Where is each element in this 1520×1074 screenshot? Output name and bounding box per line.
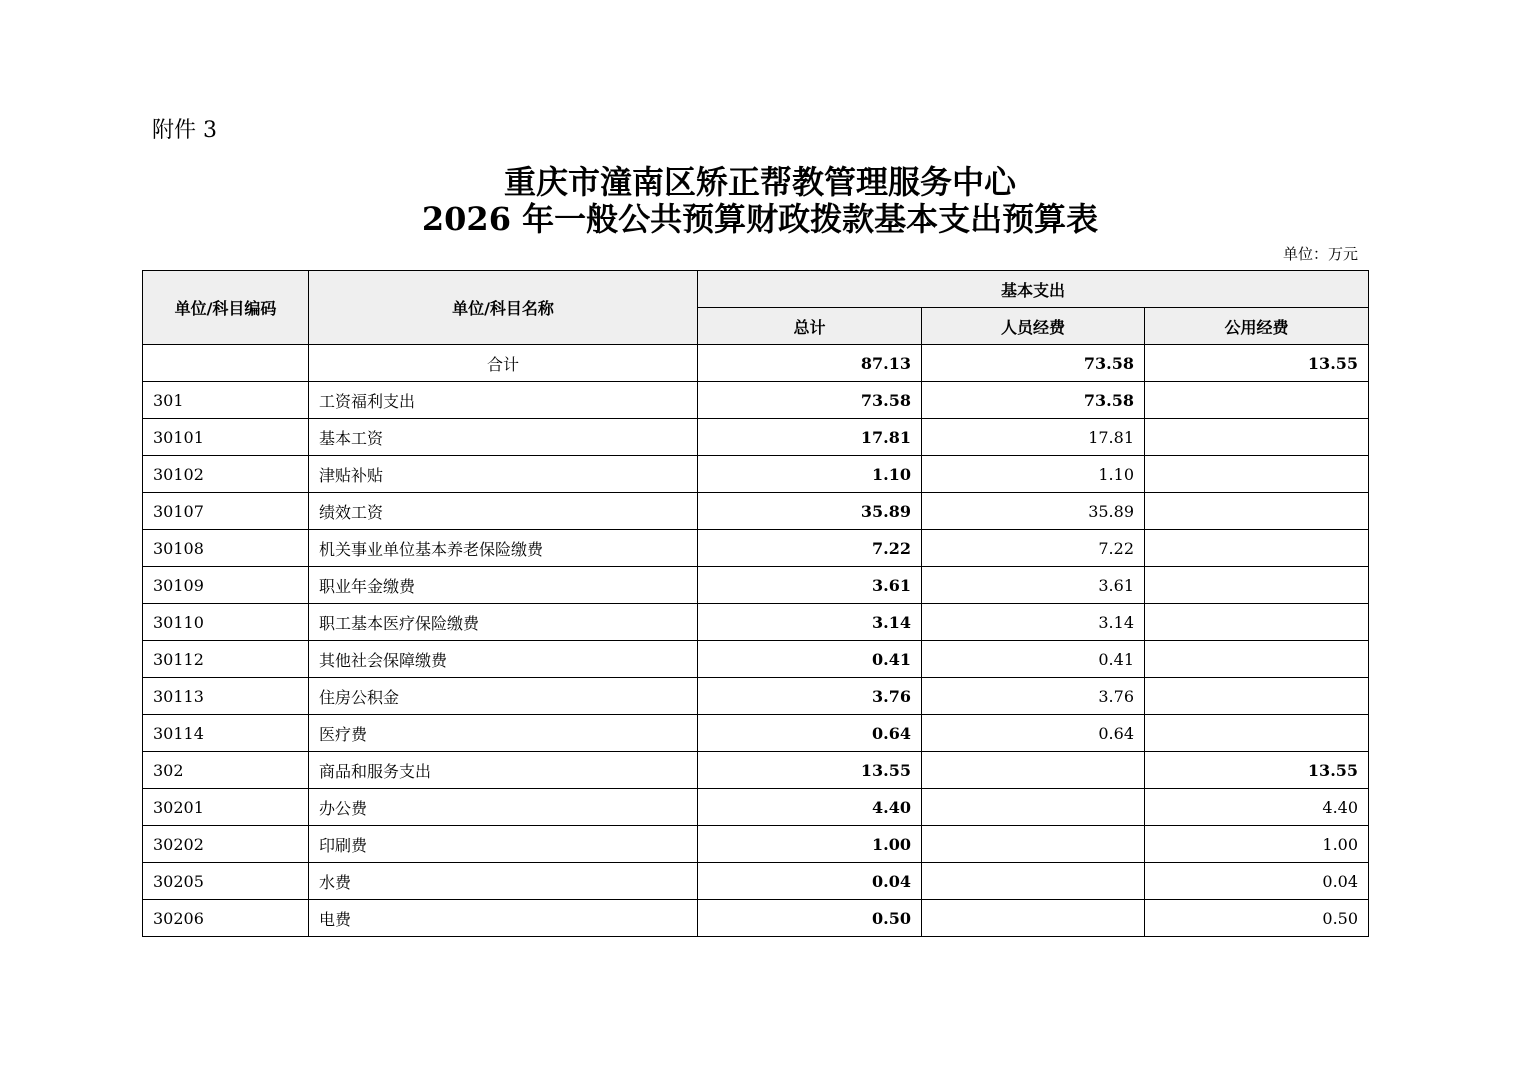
cell-name: 职业年金缴费: [309, 567, 698, 604]
cell-name: 绩效工资: [309, 493, 698, 530]
cell-public: [1145, 715, 1369, 752]
cell-name: 商品和服务支出: [309, 752, 698, 789]
cell-name: 津贴补贴: [309, 456, 698, 493]
cell-public: [1145, 456, 1369, 493]
cell-total: 35.89: [698, 493, 922, 530]
cell-code: 30102: [143, 456, 309, 493]
table-row: [143, 826, 1369, 863]
cell-public: 13.55: [1145, 345, 1369, 382]
cell-total: 7.22: [698, 530, 922, 567]
header-total: 总计: [698, 308, 922, 345]
cell-personnel: 0.64: [922, 715, 1145, 752]
cell-public: [1145, 678, 1369, 715]
cell-total: 17.81: [698, 419, 922, 456]
cell-public: 4.40: [1145, 789, 1369, 826]
cell-name: 水费: [309, 863, 698, 900]
attachment-label: 附件 3: [152, 118, 217, 143]
cell-personnel: 73.58: [922, 345, 1145, 382]
cell-total: 0.50: [698, 900, 922, 937]
cell-personnel: 7.22: [922, 530, 1145, 567]
table-row: [143, 715, 1369, 752]
unit-label: 单位：万元: [1282, 245, 1358, 263]
cell-name: 办公费: [309, 789, 698, 826]
cell-personnel: [922, 789, 1145, 826]
header-code: 单位/科目编码: [143, 271, 309, 345]
cell-name: 印刷费: [309, 826, 698, 863]
table-row: [143, 900, 1369, 937]
table-row: [143, 456, 1369, 493]
cell-name: 电费: [309, 900, 698, 937]
cell-personnel: [922, 900, 1145, 937]
header-name: 单位/科目名称: [309, 271, 698, 345]
cell-total: 3.61: [698, 567, 922, 604]
cell-name: 医疗费: [309, 715, 698, 752]
cell-personnel: 73.58: [922, 382, 1145, 419]
cell-total: 4.40: [698, 789, 922, 826]
table-row-total: [143, 345, 1369, 382]
cell-public: [1145, 641, 1369, 678]
table-row: [143, 530, 1369, 567]
table-row: [143, 604, 1369, 641]
document-title-line1: 重庆市潼南区矫正帮教管理服务中心: [503, 163, 1016, 201]
cell-public: [1145, 493, 1369, 530]
budget-table: [142, 270, 1369, 937]
cell-code: 30205: [143, 863, 309, 900]
cell-total: 73.58: [698, 382, 922, 419]
cell-total: 0.04: [698, 863, 922, 900]
cell-personnel: 3.61: [922, 567, 1145, 604]
cell-public: [1145, 530, 1369, 567]
table-row: [143, 752, 1369, 789]
cell-public: 0.50: [1145, 900, 1369, 937]
cell-total: 13.55: [698, 752, 922, 789]
cell-total: 3.76: [698, 678, 922, 715]
cell-total: 0.64: [698, 715, 922, 752]
cell-code: 30113: [143, 678, 309, 715]
cell-personnel: [922, 752, 1145, 789]
cell-public: [1145, 382, 1369, 419]
table-row: [143, 567, 1369, 604]
header-public: 公用经费: [1145, 308, 1369, 345]
budget-table-body: [143, 345, 1369, 937]
cell-code: 30101: [143, 419, 309, 456]
cell-public: 0.04: [1145, 863, 1369, 900]
cell-code: 30112: [143, 641, 309, 678]
cell-total: 1.00: [698, 826, 922, 863]
cell-code: 302: [143, 752, 309, 789]
cell-personnel: [922, 863, 1145, 900]
cell-code: 30114: [143, 715, 309, 752]
cell-code: [143, 345, 309, 382]
cell-total: 1.10: [698, 456, 922, 493]
cell-code: 30109: [143, 567, 309, 604]
cell-code: 30108: [143, 530, 309, 567]
cell-name: 机关事业单位基本养老保险缴费: [309, 530, 698, 567]
cell-personnel: 17.81: [922, 419, 1145, 456]
cell-public: [1145, 604, 1369, 641]
cell-code: 30206: [143, 900, 309, 937]
cell-public: 13.55: [1145, 752, 1369, 789]
table-row: [143, 493, 1369, 530]
table-row: [143, 863, 1369, 900]
table-row: [143, 789, 1369, 826]
table-row: [143, 678, 1369, 715]
cell-code: 301: [143, 382, 309, 419]
cell-code: 30201: [143, 789, 309, 826]
cell-total: 3.14: [698, 604, 922, 641]
table-row: [143, 641, 1369, 678]
cell-public: 1.00: [1145, 826, 1369, 863]
cell-name: 基本工资: [309, 419, 698, 456]
table-row: [143, 419, 1369, 456]
cell-personnel: 0.41: [922, 641, 1145, 678]
cell-code: 30202: [143, 826, 309, 863]
cell-personnel: [922, 826, 1145, 863]
cell-code: 30107: [143, 493, 309, 530]
cell-public: [1145, 419, 1369, 456]
cell-name: 合计: [309, 345, 698, 382]
cell-name: 工资福利支出: [309, 382, 698, 419]
header-personnel: 人员经费: [922, 308, 1145, 345]
header-basic-expenditure: 基本支出: [698, 271, 1369, 308]
cell-public: [1145, 567, 1369, 604]
cell-total: 87.13: [698, 345, 922, 382]
cell-name: 其他社会保障缴费: [309, 641, 698, 678]
cell-total: 0.41: [698, 641, 922, 678]
cell-personnel: 1.10: [922, 456, 1145, 493]
cell-name: 职工基本医疗保险缴费: [309, 604, 698, 641]
cell-personnel: 3.14: [922, 604, 1145, 641]
cell-personnel: 3.76: [922, 678, 1145, 715]
table-row: [143, 382, 1369, 419]
cell-personnel: 35.89: [922, 493, 1145, 530]
cell-name: 住房公积金: [309, 678, 698, 715]
document-title-line2: 2026 年一般公共预算财政拨款基本支出预算表: [421, 200, 1099, 238]
cell-code: 30110: [143, 604, 309, 641]
